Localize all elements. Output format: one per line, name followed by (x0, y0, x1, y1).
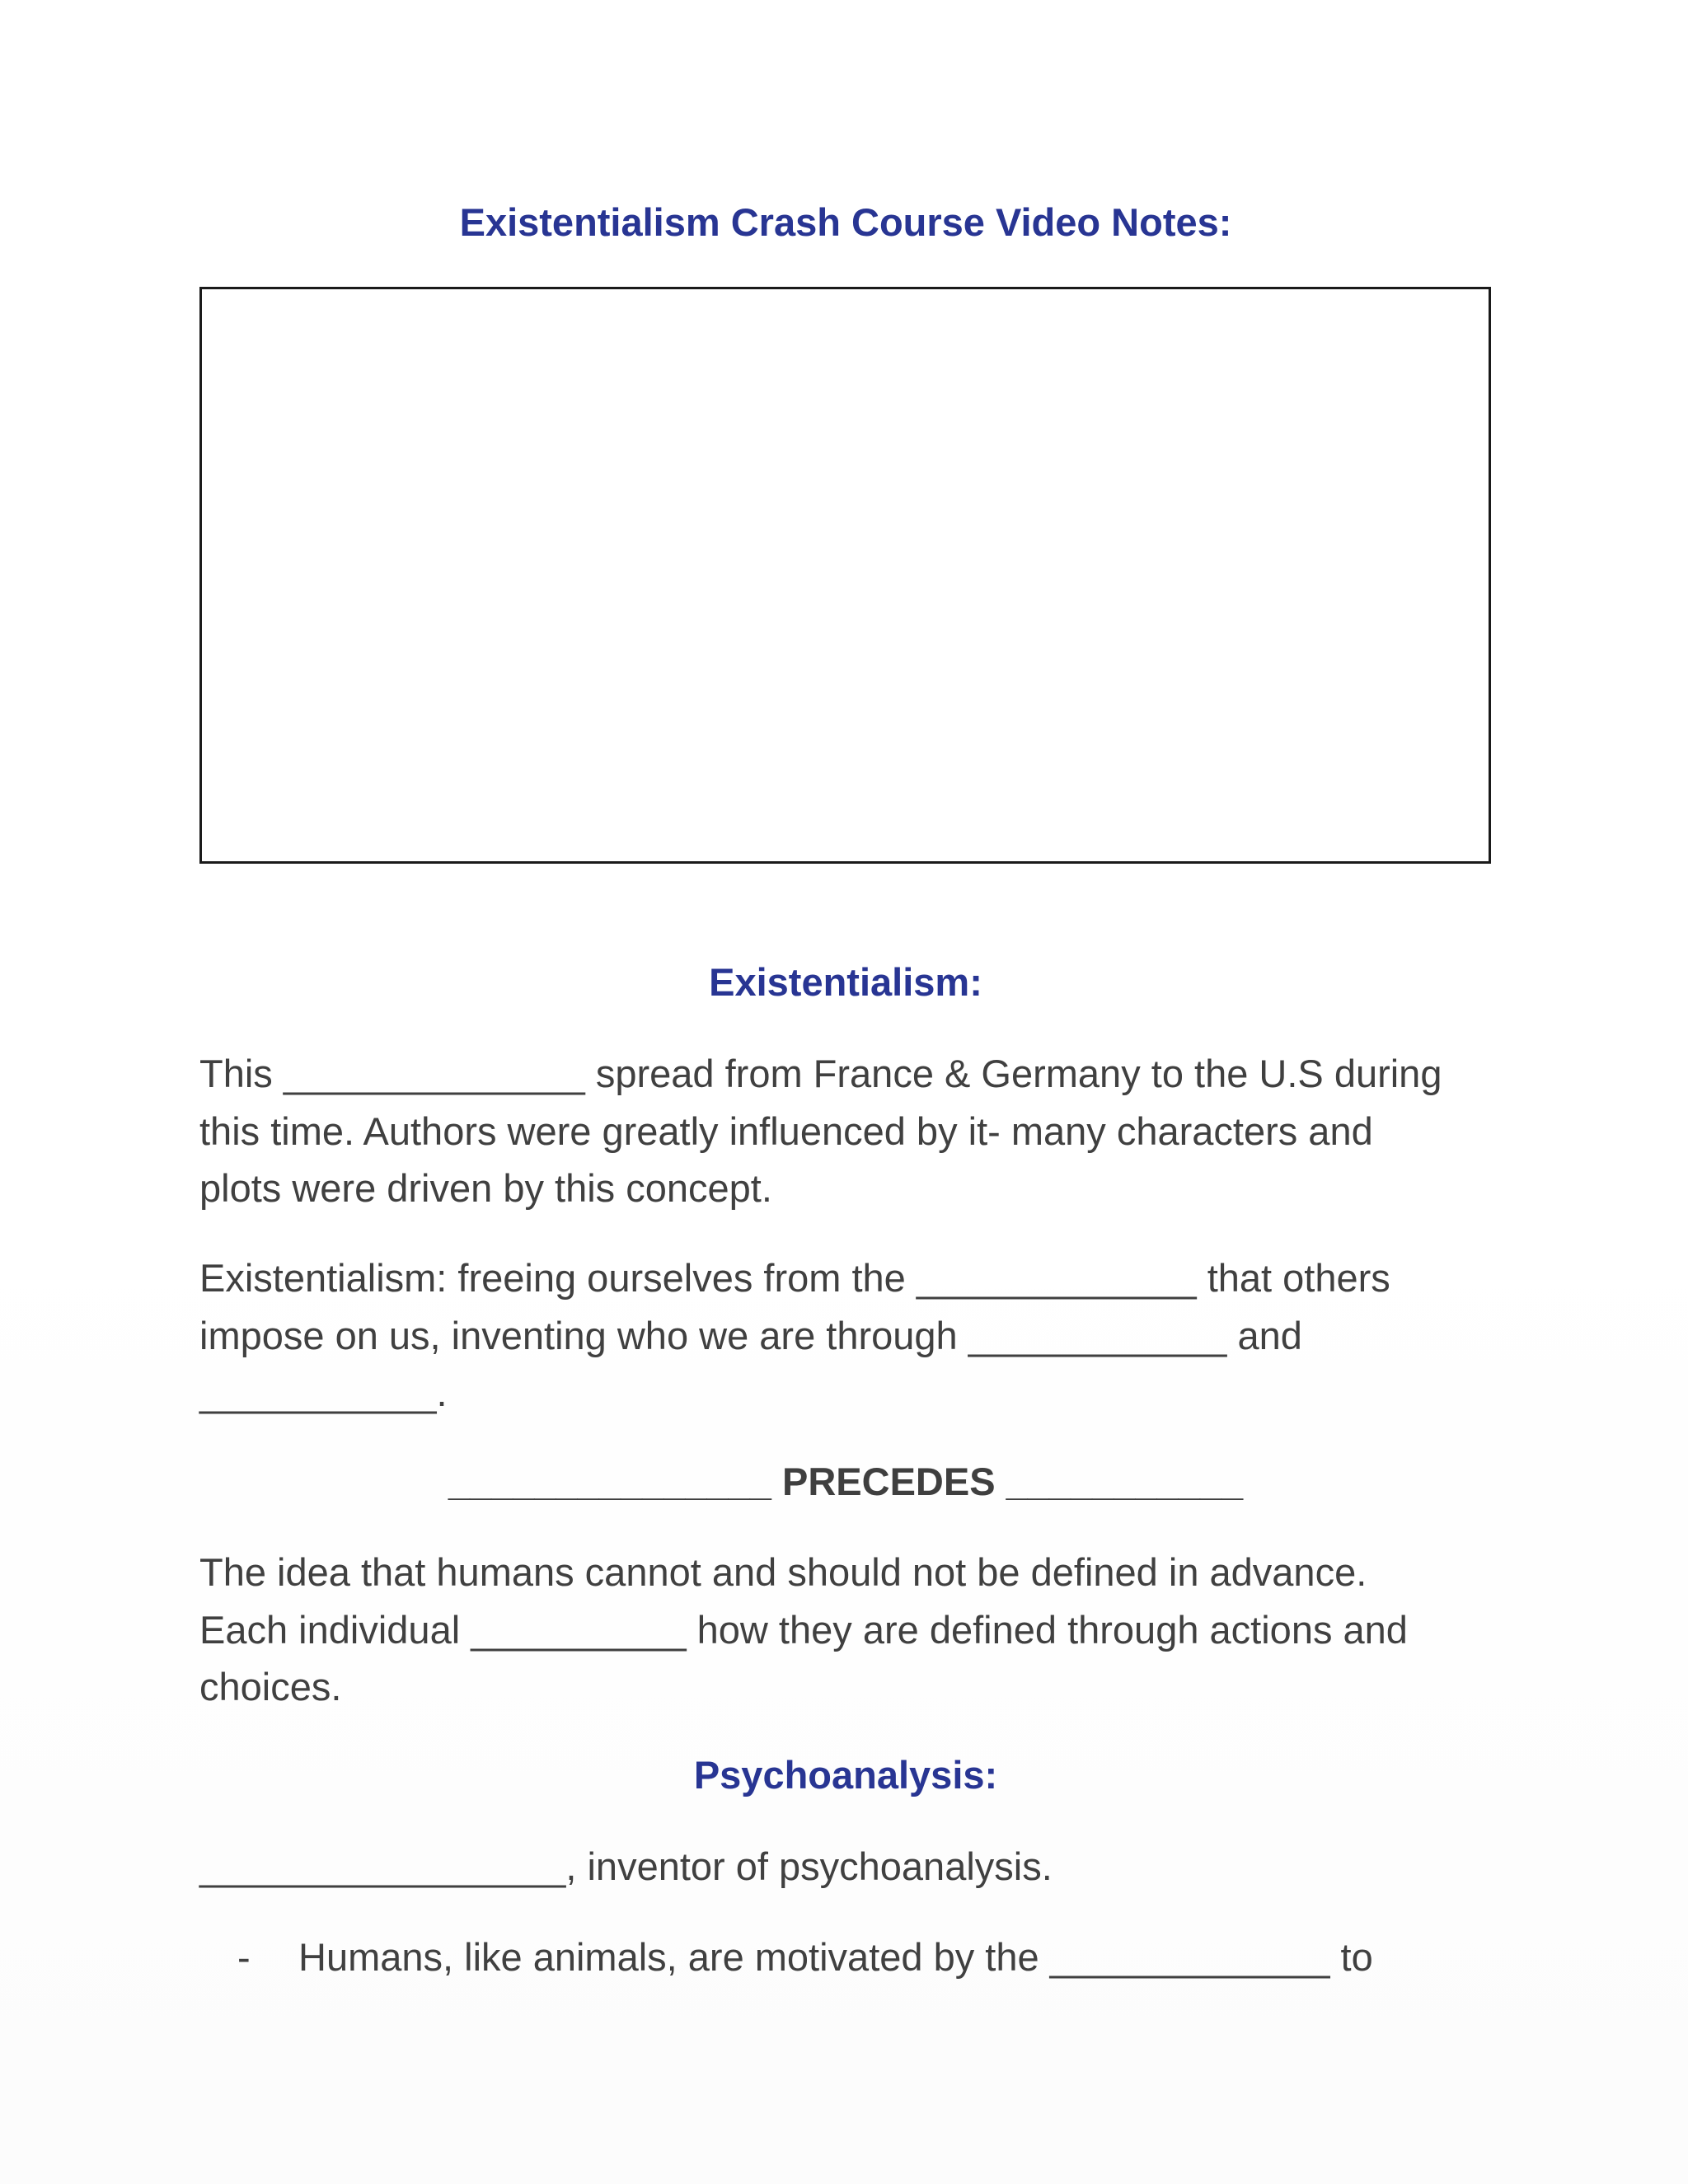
section-heading-existentialism: Existentialism: (709, 960, 982, 1004)
bullet-text: Humans, like animals, are motivated by the _____________ to (298, 1935, 1373, 1979)
text-line: this time. Authors were greatly influenced by it- many characters and (199, 1108, 1373, 1153)
text-line: ___________. (199, 1371, 448, 1414)
paragraph-inventor: _________________, inventor of psychoanalysis. (199, 1844, 1053, 1888)
page-title: Existentialism Crash Course Video Notes: (459, 200, 1232, 244)
text-line: Existentialism: freeing ourselves from the _____________ that others (199, 1256, 1390, 1300)
text-line: impose on us, inventing who we are through ____________ and (199, 1313, 1302, 1357)
bullet-marker: - (237, 1935, 251, 1979)
section-heading-psychoanalysis: Psychoanalysis: (693, 1753, 998, 1797)
text-line: Each individual __________ how they are defined through actions and (199, 1607, 1408, 1652)
precedes-statement: _______________ PRECEDES ___________ (448, 1460, 1244, 1503)
text-line: The idea that humans cannot and should not be defined in advance. (199, 1550, 1367, 1594)
text-line: choices. (199, 1665, 342, 1708)
paragraph-definition (199, 1249, 1518, 1422)
text-line: plots were driven by this concept. (199, 1166, 772, 1210)
paragraph-idea (199, 1544, 1518, 1716)
video-embed-placeholder[interactable] (199, 287, 1491, 864)
text-line: This ______________ spread from France & Germany to the U.S during (199, 1052, 1442, 1095)
paragraph-spread (199, 1045, 1518, 1217)
